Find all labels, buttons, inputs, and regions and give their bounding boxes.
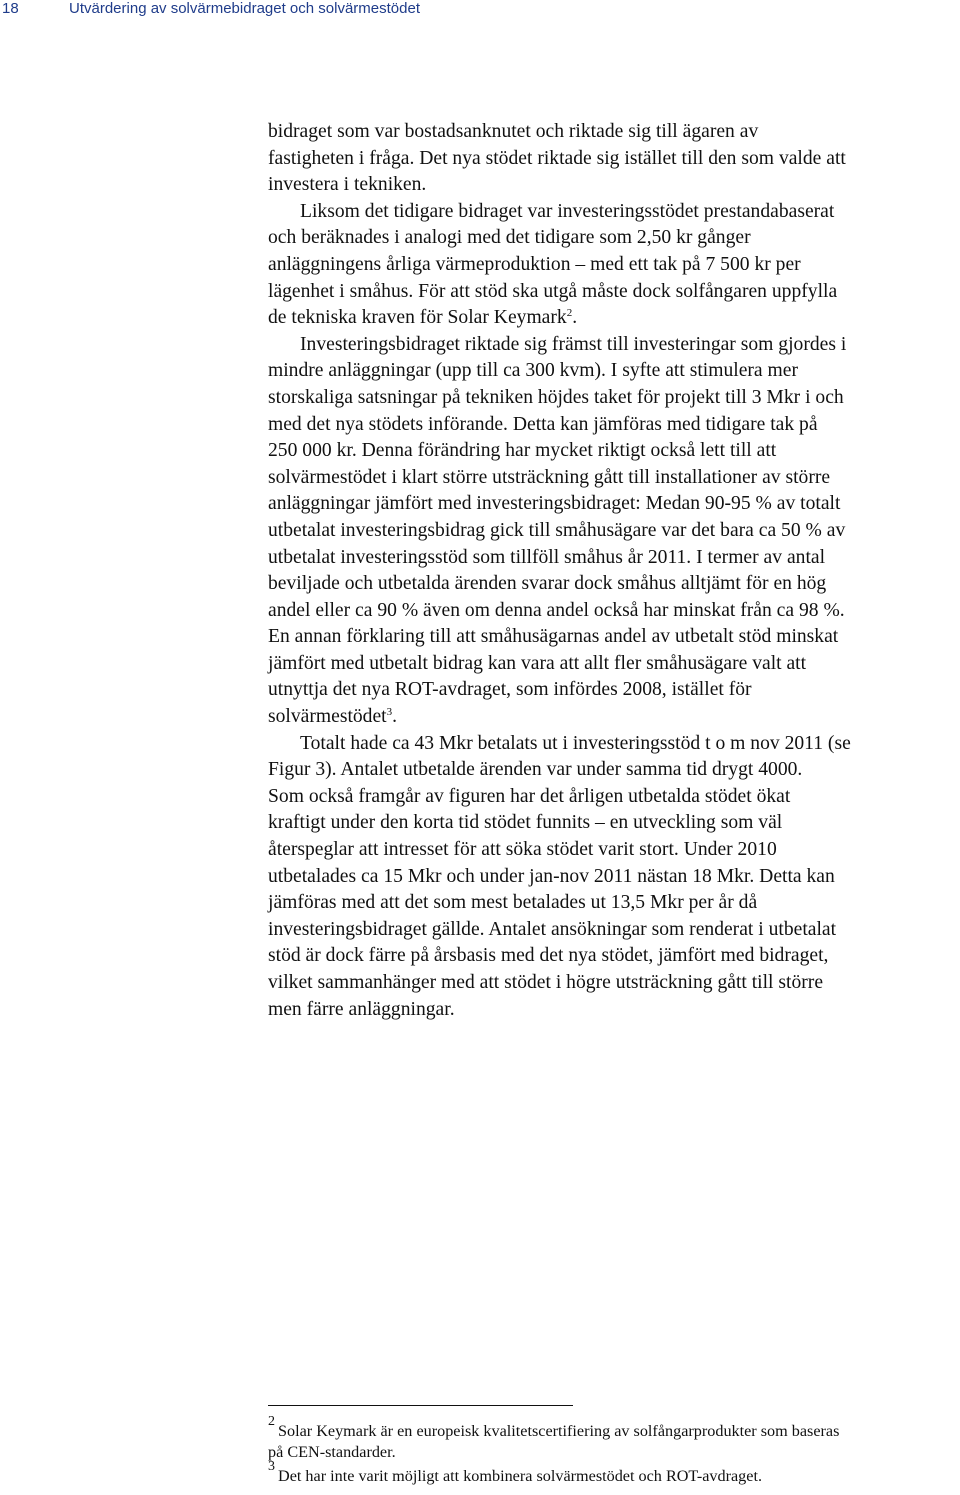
footnote-ref-2: 2 [566,307,573,320]
text-fragment: de tekniska kraven för Solar Keymark [268,307,567,329]
footnote-mark: 2 [268,1414,275,1429]
paragraph-2 [268,199,958,332]
text-line: Liksom det tidigare bidraget var investeringsstödet prestandabaserat [300,200,835,222]
paragraph-1 [268,119,958,199]
running-title: Utvärdering av solvärmebidraget och solvärmestödet [69,0,420,17]
text-line-with-footnote-ref [268,305,958,332]
text-line: utbetalat investeringsbidrag gick till småhusägare var det bara ca 50 % av [268,519,846,541]
text-line: utnyttja det nya ROT-avdraget, som infördes 2008, istället för [268,679,752,701]
footnote-text: Solar Keymark är en europeisk kvalitetscertifiering av solfångarprodukter som baseras [278,1422,840,1440]
footnote-text: på CEN-standarder. [268,1443,396,1461]
text-line: En annan förklaring till att småhusägarnas andel av utbetalt stöd minskat [268,626,839,648]
text-line: andel eller ca 90 % även om denna andel också har minskat från ca 98 %. [268,599,845,621]
text-line: Figur 3). Antalet utbetalde ärenden var under samma tid drygt 4000. [268,759,803,781]
text-line: mindre anläggningar (upp till ca 300 kvm). I syfte att stimulera mer [268,360,798,382]
text-line: fastigheten i fråga. Det nya stödet riktade sig istället till den som valde att [268,147,846,169]
text-line-with-footnote-ref [268,704,958,731]
text-line: jämfört med utbetalt bidrag kan vara att allt fler småhusägare valt att [268,652,807,674]
page-header [0,0,960,22]
text-line: återspeglar att intresset för att söka stödet varit stort. Under 2010 [268,839,777,861]
text-line: investeringsbidraget gällde. Antalet ansökningar som renderat i utbetalat [268,918,837,940]
text-line: Totalt hade ca 43 Mkr betalats ut i investeringsstöd t o m nov 2011 (se [300,732,851,754]
text-line: stöd är dock färre på årsbasis med det nya stödet, jämfört med bidraget, [268,945,829,967]
text-fragment: solvärmestödet [268,706,387,728]
paragraph-3 [268,332,958,731]
footnote-ref-3: 3 [386,706,393,719]
text-fragment: . [392,706,398,728]
text-line: kraftigt under den korta tid stödet funnits – en utveckling som väl [268,812,783,834]
text-line: beviljade och utbetalda ärenden svarar dock småhus alltjämt för en hög [268,573,827,595]
text-line: vilket sammanhänger med att stödet i högre utsträckning gått till större [268,972,824,993]
text-line: bidraget som var bostadsanknutet och riktade sig till ägaren av [268,121,759,142]
text-line: investera i tekniken. [268,174,427,196]
text-line: Investeringsbidraget riktade sig främst till investeringar som gjordes i [300,333,847,355]
page-number: 18 [2,0,19,17]
footnote-divider [268,1405,573,1406]
text-line: 250 000 kr. Denna förändring har mycket riktigt också lett till att [268,440,777,462]
body-text [268,119,958,1023]
footnotes [268,1414,958,1488]
paragraph-4 [268,731,958,1024]
text-line: och beräknades i analogi med det tidigare som 2,50 kr gånger [268,227,751,249]
text-fragment: . [572,307,578,329]
text-line: storskaliga satsningar på tekniken höjdes taket för projekt till 3 Mkr i och [268,386,844,408]
text-line: utbetalades ca 15 Mkr och under jan-nov 2011 nästan 18 Mkr. Detta kan [268,865,835,887]
text-line: anläggningar jämfört med investeringsbidraget: Medan 90-95 % av totalt [268,493,841,515]
footnote-mark: 3 [268,1459,275,1474]
text-line: Som också framgår av figuren har det årligen utbetalda stödet ökat [268,785,791,807]
text-line: utbetalat investeringsstöd som tillföll småhus år 2011. I termer av antal [268,546,826,568]
text-line: lägenhet i småhus. För att stöd ska utgå måste dock solfångaren uppfylla [268,280,838,302]
text-line: jämföras med att det som mest betalades ut 13,5 Mkr per år då [268,892,758,914]
footnote-text: Det har inte varit möjligt att kombinera solvärmestödet och ROT-avdraget. [278,1467,762,1485]
text-line: med det nya stödets införande. Detta kan jämföras med tidigare tak på [268,413,818,435]
text-line: anläggningens årliga värmeproduktion – med ett tak på 7 500 kr per [268,253,801,275]
footnote-3 [268,1459,958,1488]
text-line: solvärmestödet i klart större utsträckning gått till installationer av större [268,466,831,488]
footnote-2 [268,1414,958,1464]
text-line: men färre anläggningar. [268,998,455,1020]
